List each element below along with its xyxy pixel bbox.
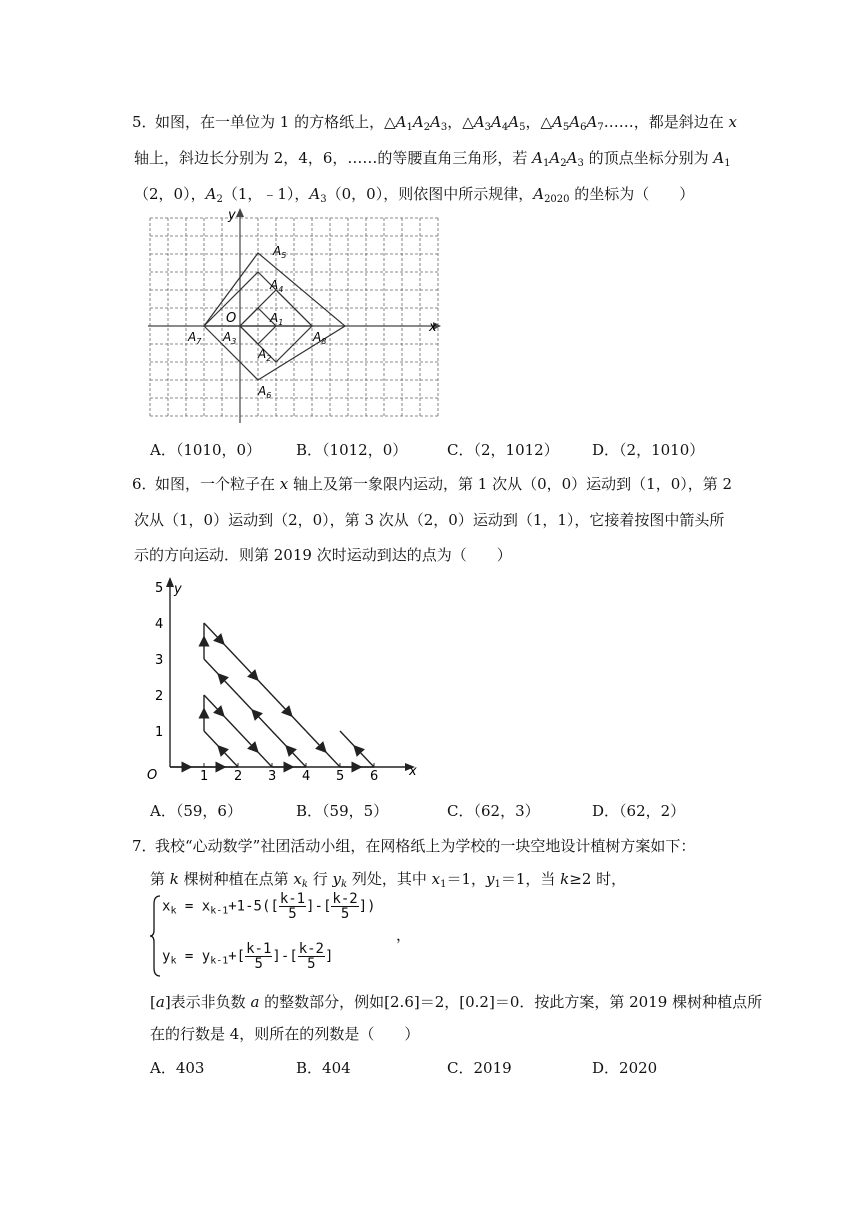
q5-label-a1: $A_1$ <box>270 311 284 327</box>
q6-origin-label: O <box>147 768 158 783</box>
q5-line-1: 如图，在一单位为 1 的方格纸上，$\triangle A_1A_2A_3$，$\triangle A_3A_4A_5$，$\triangle A_5A_6A_7\dots\dots$，都是斜边在 x <box>155 113 737 133</box>
q5-label-a2: $A_2$ <box>258 347 272 363</box>
q7-formula <box>150 890 410 980</box>
q7-line-1: 我校“心动数学”社团活动小组，在网格纸上为学校的一块空地设计植树方案如下： <box>155 837 696 855</box>
q5-label-a7: $A_7$ <box>188 330 202 346</box>
q5-label-a6: $A_6$ <box>258 384 272 400</box>
q7-option-a[interactable]: A．403 <box>150 1059 205 1077</box>
q7-option-b[interactable]: B．404 <box>296 1059 351 1077</box>
q5-grid-figure <box>148 205 448 430</box>
x-tick-label: 4 <box>302 769 311 784</box>
q5-option-d[interactable]: D．（2，1010） <box>592 441 705 459</box>
y-tick-label: 5 <box>155 581 164 596</box>
x-tick-label: 2 <box>234 769 243 784</box>
q5-label-a4: $A_4$ <box>270 278 284 294</box>
q7-line-2: 第 k 棵树种植在点第 $x_k$ 行 $y_k$ 列处，其中 $x_1=1$，$y_1=1$，当 k≥2 时， <box>150 870 627 890</box>
path-segment <box>272 731 306 767</box>
x-tick-label: 3 <box>268 769 277 784</box>
q5-number: 5． <box>132 113 157 131</box>
q5-line-2: 轴上，斜边长分别为 2，4，6，……的等腰直角三角形，若 $A_1A_2A_3$ 的顶点坐标分别为 $A_1$ <box>134 149 731 169</box>
q7-line-4: 在的行数是 4，则所在的列数是（ ） <box>150 1025 420 1043</box>
q7-formula-line-1: $x_k = x_{k-1}+1-5$([ $\frac{k-1}{5}$ ]-[ $\frac{k-2}{5}$ ]) <box>162 891 376 922</box>
q6-path-figure <box>145 575 425 784</box>
q6-line-1: 如图，一个粒子在 x 轴上及第一象限内运动，第 1 次从（0，0）运动到（1，0），第 2 <box>155 475 733 493</box>
y-tick-label: 4 <box>155 617 164 632</box>
path-segment <box>238 731 272 767</box>
q5-label-a8: $A_8$ <box>313 330 327 346</box>
q7-formula-comma: ， <box>396 926 412 944</box>
q5-option-c[interactable]: C．（2，1012） <box>447 441 559 459</box>
path-segment <box>238 695 272 731</box>
q7-option-d[interactable]: D．2020 <box>592 1059 658 1077</box>
q6-line-2: 次从（1，0）运动到（2，0），第 3 次从（2，0）运动到（1，1），它接着按图中箭头所 <box>134 511 725 529</box>
path-segment <box>238 659 272 695</box>
path-segment <box>272 695 306 731</box>
path-segment <box>340 731 374 767</box>
q6-x-label: x <box>409 764 417 779</box>
q7-formula-line-2: $y_k = y_{k-1}+$[ $\frac{k-1}{5}$ ]-[ $\frac{k-2}{5}$ ] <box>162 941 334 972</box>
q5-option-a[interactable]: A．（1010，0） <box>150 441 262 459</box>
x-tick-label: 5 <box>336 769 345 784</box>
q6-y-label: y <box>174 582 182 597</box>
q7-line-3: [a]表示非负数 a 的整数部分，例如[2.6]＝2，[0.2]＝0．按此方案，第 2019 棵树种植点所 <box>150 993 763 1011</box>
q6-option-c[interactable]: C．（62，3） <box>447 802 540 820</box>
x-tick-label: 1 <box>200 769 209 784</box>
y-tick-label: 1 <box>155 725 164 740</box>
q6-option-a[interactable]: A．（59，6） <box>150 802 242 820</box>
path-segment <box>306 731 340 767</box>
q7-number: 7． <box>132 837 157 855</box>
q7-option-c[interactable]: C．2019 <box>447 1059 512 1077</box>
path-segment <box>204 623 238 659</box>
q5-label-x: x <box>429 320 437 335</box>
y-tick-label: 3 <box>155 653 164 668</box>
q6-option-b[interactable]: B．（59，5） <box>296 802 389 820</box>
q6-option-d[interactable]: D．（62，2） <box>592 802 686 820</box>
q5-line-3: （2，0），$A_2(1$，﹣1），$A_3(0$，0），则依图中所示规律，$A_{2020}$ 的坐标为（ ） <box>134 185 695 205</box>
q5-label-a5: $A_5$ <box>273 244 287 260</box>
path-segment <box>204 731 238 767</box>
q6-number: 6． <box>132 475 157 493</box>
q5-label-o: O <box>226 311 237 326</box>
q5-label-y: y <box>228 208 236 223</box>
q5-option-b[interactable]: B．（1012，0） <box>296 441 408 459</box>
q5-label-a3: $A_3$ <box>223 330 237 346</box>
y-tick-label: 2 <box>155 689 164 704</box>
x-tick-label: 6 <box>370 769 379 784</box>
q6-line-3: 示的方向运动．则第 2019 次时运动到达的点为（ ） <box>134 546 512 564</box>
path-segment <box>204 659 238 695</box>
path-segment <box>204 695 238 731</box>
